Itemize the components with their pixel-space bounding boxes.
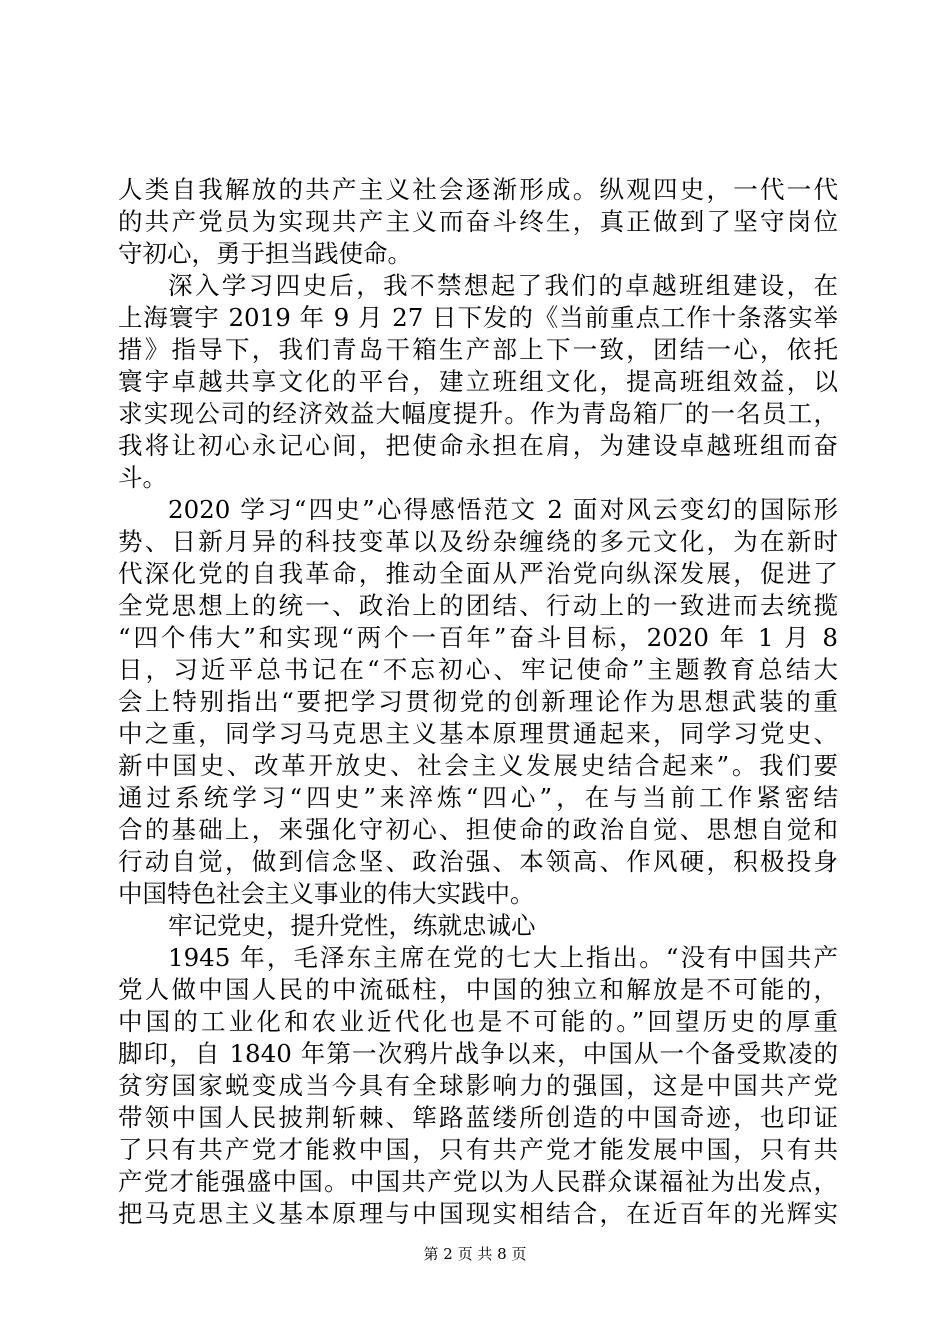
text-line: 日，习近平总书记在“不忘初心、牢记使命”主题教育总结大 [118, 655, 838, 684]
text-line: 深入学习四史后，我不禁想起了我们的卓越班组建设，在 [168, 271, 838, 300]
text-line: 人类自我解放的共产主义社会逐渐形成。纵观四史，一代一代 [118, 175, 838, 204]
text-line: “四个伟大”和实现“两个一百年”奋斗目标，2020 年 1 月 8 [118, 623, 838, 652]
text-line: 上海寰宇 2019 年 9 月 27 日下发的《当前重点工作十条落实举 [118, 303, 838, 332]
text-line: 守初心，勇于担当践使命。 [118, 239, 412, 268]
text-line: 行动自觉，做到信念坚、政治强、本领高、作风硬，积极投身 [118, 847, 838, 876]
text-line: 通过系统学习“四史”来淬炼“四心”，在与当前工作紧密结 [118, 783, 838, 812]
text-line: 的共产党员为实现共产主义而奋斗终生，真正做到了坚守岗位 [118, 207, 838, 236]
text-line: 合的基础上，来强化守初心、担使命的政治自觉、思想自觉和 [118, 815, 838, 844]
text-line: 求实现公司的经济效益大幅度提升。作为青岛箱厂的一名员工， [118, 399, 838, 428]
text-line: 把马克思主义基本原理与中国现实相结合，在近百年的光辉实 [118, 1199, 838, 1228]
text-line: 斗。 [118, 463, 167, 492]
text-line: 代深化党的自我革命，推动全面从严治党向纵深发展，促进了 [118, 559, 838, 588]
page-footer: 第 2 页 共 8 页 [423, 1245, 527, 1263]
text-line: 寰宇卓越共享文化的平台，建立班组文化，提高班组效益，以 [118, 367, 838, 396]
text-line: 新中国史、改革开放史、社会主义发展史结合起来”。我们要 [118, 751, 838, 780]
text-line: 会上特别指出“要把学习贯彻党的创新理论作为思想武装的重 [118, 687, 838, 716]
text-line: 党人做中国人民的中流砥柱，中国的独立和解放是不可能的， [118, 975, 838, 1004]
text-line: 全党思想上的统一、政治上的团结、行动上的一致进而去统揽 [118, 591, 838, 620]
text-line: 中之重，同学习马克思主义基本原理贯通起来，同学习党史、 [118, 719, 838, 748]
text-line: 贫穷国家蜕变成当今具有全球影响力的强国，这是中国共产党 [118, 1071, 838, 1100]
text-line: 带领中国人民披荆斩棘、筚路蓝缕所创造的中国奇迹，也印证 [118, 1103, 838, 1132]
text-line: 1945 年，毛泽东主席在党的七大上指出。“没有中国共产 [168, 943, 838, 972]
text-line: 了只有共产党才能救中国，只有共产党才能发展中国，只有共 [118, 1135, 838, 1164]
section-heading: 牢记党史，提升党性，练就忠诚心 [168, 911, 536, 940]
text-line: 中国的工业化和农业近代化也是不可能的。”回望历史的厚重 [118, 1007, 838, 1036]
text-line: 2020 学习“四史”心得感悟范文 2 面对风云变幻的国际形 [168, 495, 838, 524]
text-line: 势、日新月异的科技变革以及纷杂缠绕的多元文化，为在新时 [118, 527, 838, 556]
text-line: 产党才能强盛中国。中国共产党以为人民群众谋福祉为出发点， [118, 1167, 838, 1196]
text-line: 脚印，自 1840 年第一次鸦片战争以来，中国从一个备受欺凌的 [118, 1039, 838, 1068]
text-line: 措》指导下，我们青岛干箱生产部上下一致，团结一心，依托 [118, 335, 838, 364]
text-line: 我将让初心永记心间，把使命永担在肩，为建设卓越班组而奋 [118, 431, 838, 460]
text-line: 中国特色社会主义事业的伟大实践中。 [118, 879, 535, 908]
